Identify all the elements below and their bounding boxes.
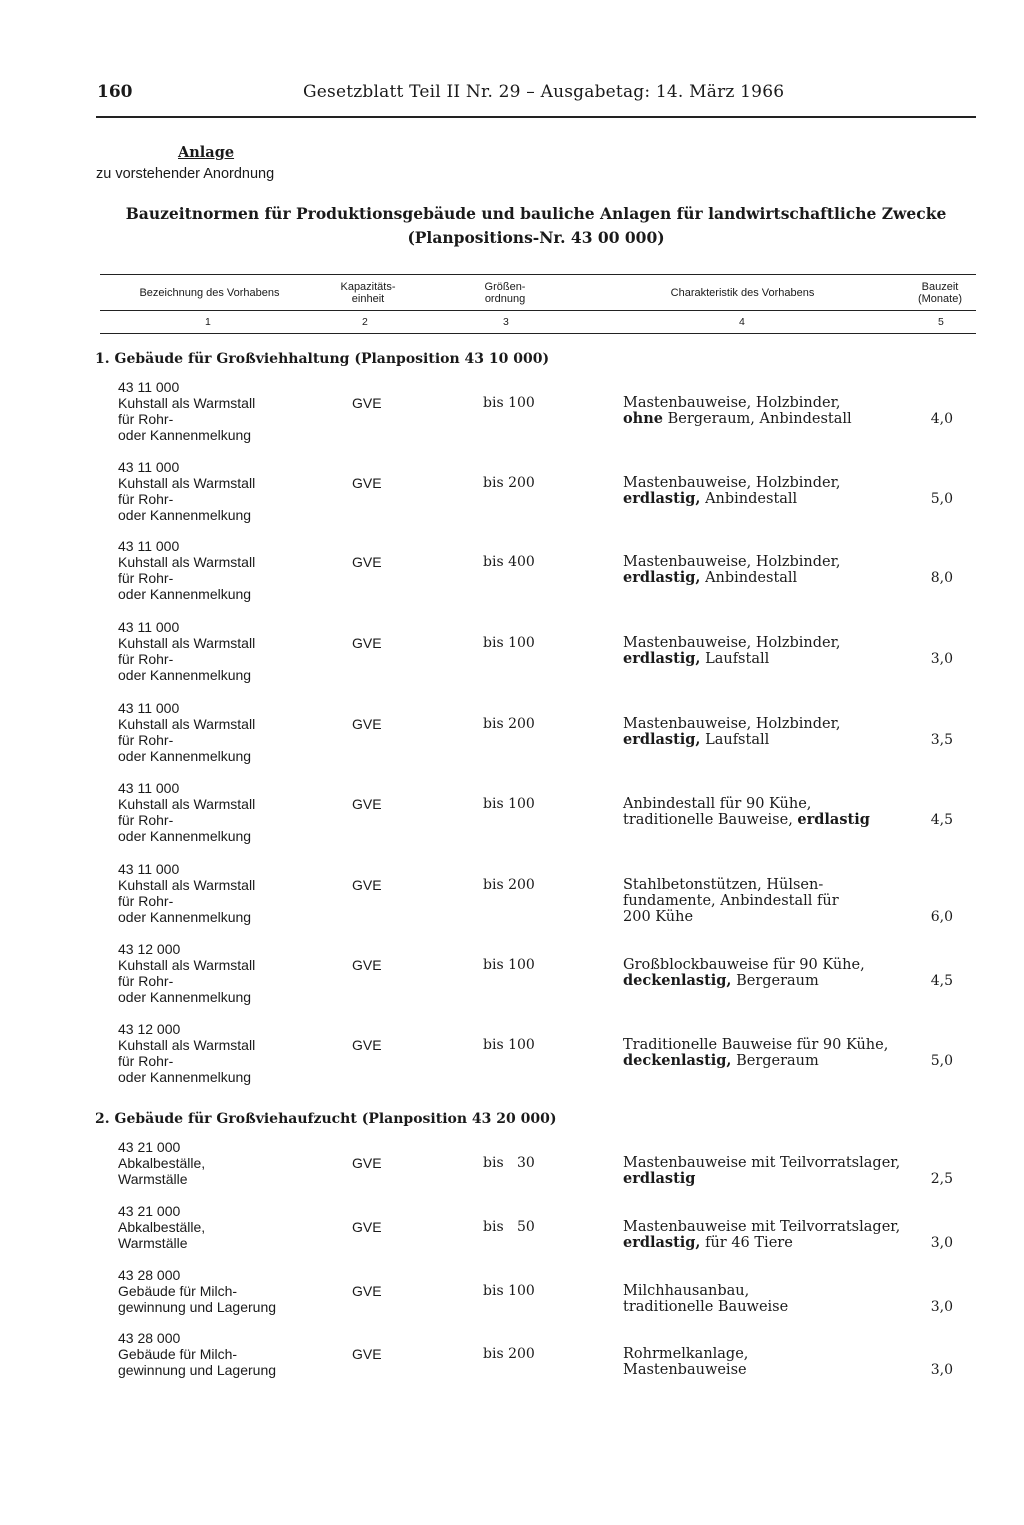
plain-text: Anbindestall (700, 570, 798, 586)
project-designation (118, 861, 328, 925)
project-name-line: oder Kannenmelkung (118, 1069, 252, 1085)
size-range: bis 100 (483, 395, 535, 411)
project-name-line: Kuhstall als Warmstall (118, 395, 256, 411)
project-designation (118, 1139, 328, 1187)
project-name-line: Warmställe (118, 1235, 188, 1251)
characteristics-line (623, 411, 852, 427)
project-characteristics (623, 877, 839, 925)
project-characteristics (623, 1155, 900, 1187)
project-designation (118, 780, 328, 844)
characteristics-line (623, 812, 870, 828)
project-name-line: Warmställe (118, 1171, 188, 1187)
characteristics-line (623, 716, 841, 732)
characteristics-line (623, 635, 841, 651)
emphasis-text: erdlastig (623, 1170, 696, 1187)
characteristics-line (623, 1155, 900, 1171)
planposition-code: 43 12 000 (118, 1021, 181, 1037)
project-name-line: Gebäude für Milch- (118, 1283, 238, 1299)
capacity-unit: GVE (352, 554, 382, 570)
project-name-line: für Rohr- (118, 893, 174, 909)
planposition-code: 43 12 000 (118, 941, 181, 957)
construction-months: 4,5 (930, 973, 953, 989)
size-range: bis 100 (483, 635, 535, 651)
project-designation (118, 619, 328, 683)
column-header-4: Charakteristik des Vorhabens (670, 287, 815, 299)
plain-text: traditionelle Bauweise (623, 1299, 789, 1315)
planposition-code: 43 11 000 (118, 459, 180, 475)
capacity-unit: GVE (352, 1037, 382, 1053)
project-name-line: Abkalbeställe, (118, 1155, 206, 1171)
construction-months: 3,0 (930, 1362, 953, 1378)
project-name-line: Kuhstall als Warmstall (118, 1037, 256, 1053)
document-title-line1: Bauzeitnormen für Produktionsgebäude und bauliche Anlagen für landwirtschaftliche Zwecke (125, 204, 947, 223)
construction-months: 5,0 (930, 1053, 953, 1069)
project-characteristics (623, 635, 841, 667)
project-characteristics (623, 395, 852, 427)
characteristics-line (623, 877, 839, 893)
capacity-unit: GVE (352, 1346, 382, 1362)
plain-text: Mastenbauweise, Holzbinder, (623, 554, 841, 570)
page-number: 160 (97, 82, 133, 102)
emphasis-text: erdlastig, (623, 490, 701, 507)
characteristics-line (623, 1235, 900, 1251)
characteristics-line (623, 1037, 888, 1053)
column-number-5: 5 (938, 316, 944, 328)
size-range: bis 400 (483, 554, 535, 570)
project-name-line: Kuhstall als Warmstall (118, 796, 256, 812)
characteristics-line (623, 893, 839, 909)
column-header-5: Bauzeit (Monate) (917, 281, 963, 305)
planposition-code: 43 11 000 (118, 379, 180, 395)
emphasis-text: erdlastig, (623, 569, 701, 586)
construction-months: 4,0 (930, 411, 953, 427)
column-header-1: Bezeichnung des Vorhabens (139, 287, 280, 299)
project-designation (118, 1203, 328, 1251)
section-heading: 1. Gebäude für Großviehhaltung (Planposition 43 10 000) (95, 351, 550, 367)
plain-text: Laufstall (700, 651, 770, 667)
construction-months: 4,5 (930, 812, 953, 828)
construction-months: 2,5 (930, 1171, 953, 1187)
planposition-code: 43 11 000 (118, 619, 180, 635)
plain-text: Laufstall (700, 732, 770, 748)
project-name-line: Kuhstall als Warmstall (118, 554, 256, 570)
plain-text: Mastenbauweise, Holzbinder, (623, 635, 841, 651)
plain-text: Bergeraum (731, 973, 819, 989)
project-name-line: für Rohr- (118, 732, 174, 748)
project-name-line: oder Kannenmelkung (118, 989, 252, 1005)
project-designation (118, 459, 328, 523)
characteristics-line (623, 909, 839, 925)
construction-months: 3,5 (930, 732, 953, 748)
gazette-header-title: Gesetzblatt Teil II Nr. 29 – Ausgabetag: 14. März 1966 (303, 82, 785, 102)
size-range: bis 200 (483, 716, 535, 732)
planposition-code: 43 28 000 (118, 1267, 181, 1283)
size-range: bis 100 (483, 957, 535, 973)
characteristics-line (623, 973, 865, 989)
size-range: bis 200 (483, 877, 535, 893)
project-designation (118, 700, 328, 764)
project-characteristics (623, 554, 841, 586)
column-number-3: 3 (503, 316, 509, 328)
project-name-line: Kuhstall als Warmstall (118, 957, 256, 973)
project-name-line: Abkalbeställe, (118, 1219, 206, 1235)
column-number-1: 1 (205, 316, 211, 328)
characteristics-line (623, 1053, 888, 1069)
construction-months: 6,0 (930, 909, 953, 925)
planposition-code: 43 11 000 (118, 538, 180, 554)
project-designation (118, 379, 328, 443)
plain-text: Mastenbauweise, Holzbinder, (623, 716, 841, 732)
project-designation (118, 1021, 328, 1085)
construction-months: 5,0 (930, 491, 953, 507)
project-name-line: für Rohr- (118, 570, 174, 586)
characteristics-line (623, 957, 865, 973)
project-name-line: für Rohr- (118, 973, 174, 989)
table-header-rule (100, 310, 976, 311)
size-range: bis 100 (483, 796, 535, 812)
capacity-unit: GVE (352, 796, 382, 812)
planposition-code: 43 11 000 (118, 780, 180, 796)
document-title-line2: (Planpositions-Nr. 43 00 000) (407, 228, 665, 247)
characteristics-line (623, 1219, 900, 1235)
capacity-unit: GVE (352, 395, 382, 411)
project-characteristics (623, 957, 865, 989)
table-number-rule (100, 333, 976, 334)
column-number-4: 4 (739, 316, 745, 328)
anlage-title: Anlage (178, 144, 235, 161)
plain-text: Bergeraum (731, 1053, 819, 1069)
project-name-line: gewinnung und Lagerung (118, 1299, 277, 1315)
construction-months: 8,0 (930, 570, 953, 586)
plain-text: fundamente, Anbindestall für (623, 893, 839, 909)
plain-text: Mastenbauweise, Holzbinder, (623, 475, 841, 491)
project-characteristics (623, 1219, 900, 1251)
characteristics-line (623, 651, 841, 667)
construction-months: 3,0 (930, 651, 953, 667)
planposition-code: 43 28 000 (118, 1330, 181, 1346)
construction-months: 3,0 (930, 1299, 953, 1315)
project-characteristics (623, 716, 841, 748)
project-name-line: für Rohr- (118, 411, 174, 427)
size-range: bis 200 (483, 1346, 535, 1362)
plain-text: traditionelle Bauweise, (623, 812, 798, 828)
plain-text: Mastenbauweise mit Teilvorratslager, (623, 1219, 901, 1235)
project-characteristics (623, 1346, 748, 1378)
project-characteristics (623, 796, 870, 828)
project-name-line: gewinnung und Lagerung (118, 1362, 277, 1378)
plain-text: Bergeraum, Anbindestall (662, 411, 852, 427)
project-name-line: Kuhstall als Warmstall (118, 475, 256, 491)
characteristics-line (623, 1362, 748, 1378)
capacity-unit: GVE (352, 877, 382, 893)
emphasis-text: erdlastig, (623, 650, 701, 667)
project-designation (118, 1330, 328, 1378)
characteristics-line (623, 1171, 900, 1187)
characteristics-line (623, 1299, 788, 1315)
project-designation (118, 941, 328, 1005)
anlage-subtitle: zu vorstehender Anordnung (96, 166, 275, 182)
project-name-line: oder Kannenmelkung (118, 427, 252, 443)
emphasis-text: erdlastig (797, 811, 870, 828)
project-name-line: oder Kannenmelkung (118, 507, 252, 523)
characteristics-line (623, 796, 870, 812)
project-name-line: für Rohr- (118, 491, 174, 507)
project-characteristics (623, 475, 841, 507)
capacity-unit: GVE (352, 1219, 382, 1235)
characteristics-line (623, 475, 841, 491)
emphasis-text: deckenlastig, (623, 972, 732, 989)
size-range: bis 100 (483, 1037, 535, 1053)
project-name-line: oder Kannenmelkung (118, 828, 252, 844)
project-name-line: oder Kannenmelkung (118, 586, 252, 602)
column-header-2: Kapazitäts- einheit (340, 281, 396, 305)
plain-text: für 46 Tiere (700, 1235, 793, 1251)
project-name-line: für Rohr- (118, 812, 174, 828)
project-characteristics (623, 1283, 788, 1315)
plain-text: Anbindestall für 90 Kühe, (623, 796, 812, 812)
section-heading: 2. Gebäude für Großviehaufzucht (Planposition 43 20 000) (95, 1111, 557, 1127)
emphasis-text: ohne (623, 410, 663, 427)
capacity-unit: GVE (352, 716, 382, 732)
planposition-code: 43 21 000 (118, 1139, 181, 1155)
characteristics-line (623, 1346, 748, 1362)
capacity-unit: GVE (352, 1155, 382, 1171)
project-name-line: Kuhstall als Warmstall (118, 716, 256, 732)
size-range: bis 200 (483, 475, 535, 491)
header-rule (96, 116, 976, 118)
project-name-line: Gebäude für Milch- (118, 1346, 238, 1362)
characteristics-line (623, 491, 841, 507)
project-characteristics (623, 1037, 888, 1069)
planposition-code: 43 11 000 (118, 861, 180, 877)
project-name-line: oder Kannenmelkung (118, 748, 252, 764)
plain-text: 200 Kühe (623, 909, 694, 925)
project-name-line: für Rohr- (118, 1053, 174, 1069)
size-range: bis 50 (483, 1219, 535, 1235)
construction-months: 3,0 (930, 1235, 953, 1251)
project-name-line: für Rohr- (118, 651, 174, 667)
column-number-2: 2 (362, 316, 368, 328)
project-name-line: Kuhstall als Warmstall (118, 877, 256, 893)
size-range: bis 100 (483, 1283, 535, 1299)
capacity-unit: GVE (352, 1283, 382, 1299)
characteristics-line (623, 395, 852, 411)
project-name-line: oder Kannenmelkung (118, 667, 252, 683)
capacity-unit: GVE (352, 475, 382, 491)
plain-text: Anbindestall (700, 491, 798, 507)
emphasis-text: erdlastig, (623, 731, 701, 748)
characteristics-line (623, 732, 841, 748)
plain-text: Großblockbauweise für 90 Kühe, (623, 957, 865, 973)
plain-text: Traditionelle Bauweise für 90 Kühe, (623, 1037, 889, 1053)
emphasis-text: erdlastig, (623, 1234, 701, 1251)
column-header-3: Größen- ordnung (484, 281, 526, 305)
characteristics-line (623, 554, 841, 570)
project-name-line: Kuhstall als Warmstall (118, 635, 256, 651)
size-range: bis 30 (483, 1155, 535, 1171)
plain-text: Rohrmelkanlage, (623, 1346, 749, 1362)
plain-text: Stahlbetonstützen, Hülsen- (623, 877, 824, 893)
emphasis-text: deckenlastig, (623, 1052, 732, 1069)
plain-text: Milchhausanbau, (623, 1283, 750, 1299)
plain-text: Mastenbauweise mit Teilvorratslager, (623, 1155, 901, 1171)
characteristics-line (623, 1283, 788, 1299)
plain-text: Mastenbauweise, Holzbinder, (623, 395, 841, 411)
project-designation (118, 538, 328, 602)
capacity-unit: GVE (352, 957, 382, 973)
project-name-line: oder Kannenmelkung (118, 909, 252, 925)
table-top-rule (100, 274, 976, 275)
planposition-code: 43 11 000 (118, 700, 180, 716)
plain-text: Mastenbauweise (623, 1362, 747, 1378)
capacity-unit: GVE (352, 635, 382, 651)
project-designation (118, 1267, 328, 1315)
characteristics-line (623, 570, 841, 586)
planposition-code: 43 21 000 (118, 1203, 181, 1219)
